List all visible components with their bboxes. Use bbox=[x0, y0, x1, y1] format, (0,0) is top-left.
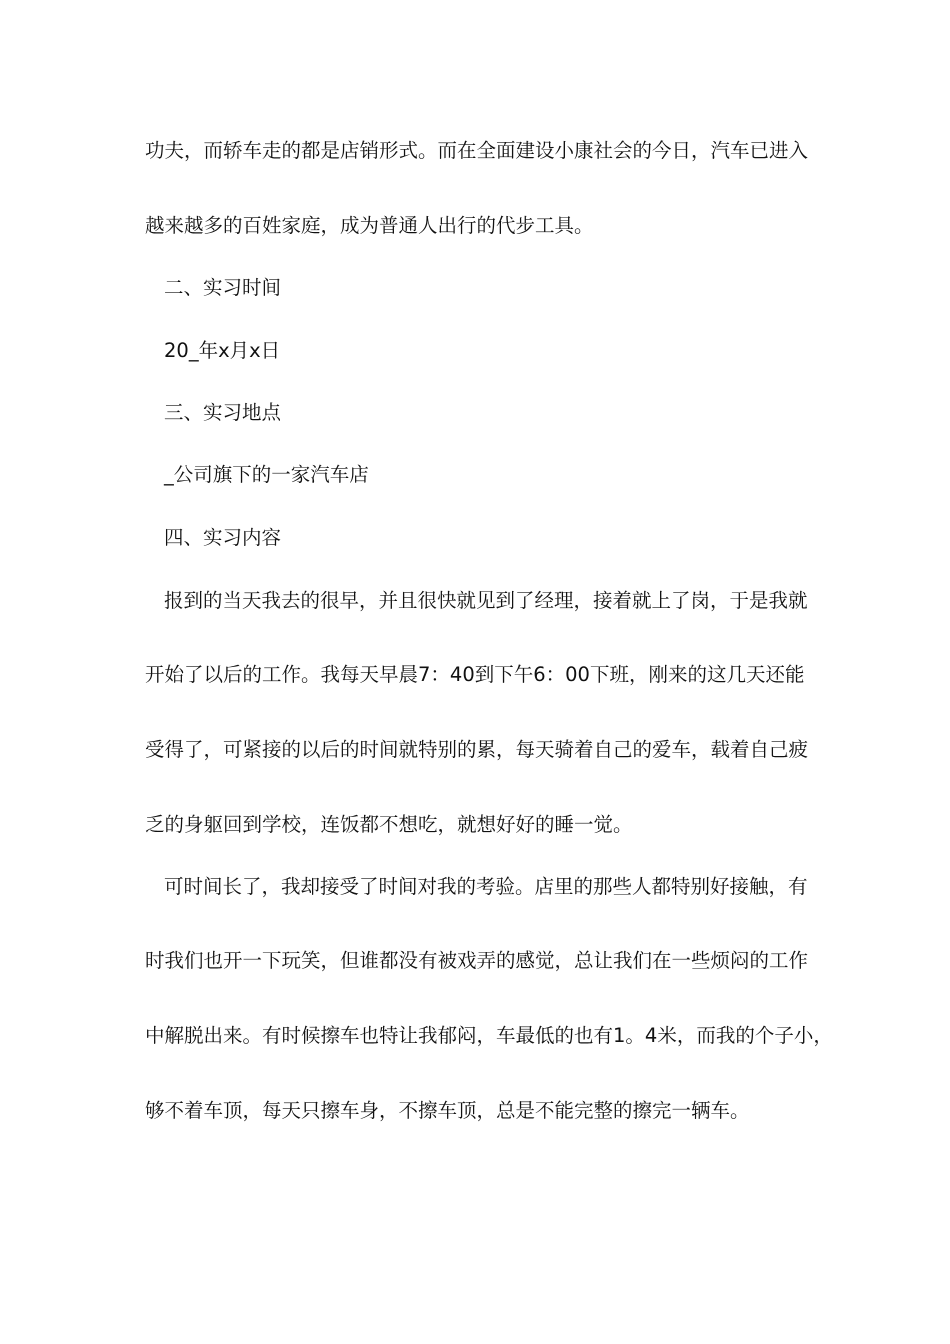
paragraph-line: 中解脱出来。有时候擦车也特让我郁闷，车最低的也有1。4米，而我的个子小， bbox=[145, 1024, 833, 1047]
section-heading-content: 四、实习内容 bbox=[164, 526, 282, 549]
paragraph-line: 可时间长了，我却接受了时间对我的考验。店里的那些人都特别好接触，有 bbox=[164, 875, 808, 898]
paragraph-line: 开始了以后的工作。我每天早晨7：40到下午6：00下班，刚来的这几天还能 bbox=[145, 663, 805, 686]
paragraph-line: 乏的身躯回到学校，连饭都不想吃，就想好好的睡一觉。 bbox=[145, 813, 633, 836]
paragraph-line: 报到的当天我去的很早，并且很快就见到了经理，接着就上了岗，于是我就 bbox=[164, 589, 808, 612]
paragraph-line: 功夫，而轿车走的都是店销形式。而在全面建设小康社会的今日，汽车已进入 bbox=[145, 139, 809, 162]
paragraph-line: 越来越多的百姓家庭，成为普通人出行的代步工具。 bbox=[145, 214, 594, 237]
paragraph-line: 时我们也开一下玩笑，但谁都没有被戏弄的感觉，总让我们在一些烦闷的工作 bbox=[145, 949, 809, 972]
paragraph-line: 够不着车顶，每天只擦车身，不擦车顶，总是不能完整的擦完一辆车。 bbox=[145, 1099, 750, 1122]
section-heading-time: 二、实习时间 bbox=[164, 276, 282, 299]
paragraph-line: 受得了，可紧接的以后的时间就特别的累，每天骑着自己的爱车，载着自己疲 bbox=[145, 738, 809, 761]
internship-date: 20_年x月x日 bbox=[164, 339, 281, 362]
section-heading-location: 三、实习地点 bbox=[164, 401, 282, 424]
internship-location: _公司旗下的一家汽车店 bbox=[164, 463, 369, 486]
